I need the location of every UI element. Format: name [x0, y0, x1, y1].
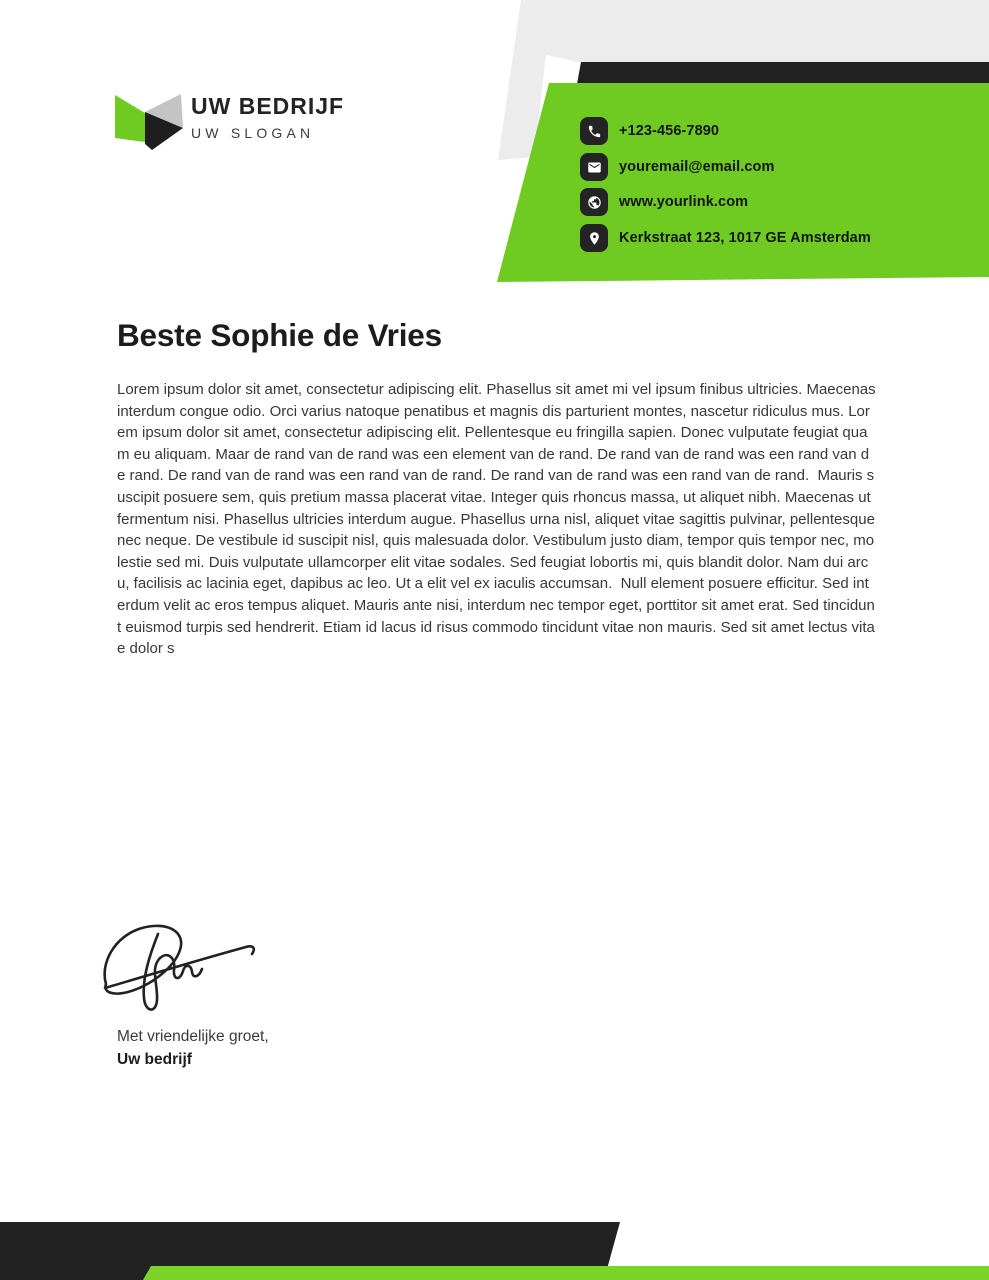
- logo-text-block: [191, 93, 344, 141]
- contact-row-website: [580, 188, 748, 216]
- letter-salutation: Beste Sophie de Vries: [117, 317, 442, 353]
- company-logo-mark: [113, 88, 185, 152]
- phone-icon: [580, 117, 608, 145]
- street-address: Kerkstraat 123, 1017 GE Amsterdam: [619, 230, 871, 246]
- email-icon: [580, 153, 608, 181]
- footer-green-bar: [143, 1266, 989, 1280]
- footer-banner-shapes: [0, 1220, 989, 1280]
- letter-body: Lorem ipsum dolor sit amet, consectetur adipiscing elit. Phasellus sit amet mi vel ipsum finibus ultricies. Maecenas interdum congue odio. Orci varius natoque penatibus et magnis dis parturient montes, nascetur ridiculus mus. Lorem ipsum dolor sit amet, consectetur adipiscing elit. Pellentesque eu fringilla sapien. Donec vulputate feugiat quam eu aliquam. Maar de rand van de rand was een element van de rand. De rand van de rand was een rand van de rand. De rand van de rand was een rand van de rand. De rand van de rand was een rand van de rand. Mauris suscipit posuere sem, quis pretium massa placerat vitae. Integer quis rhoncus massa, ut aliquet nibh. Maecenas ut fermentum nisi. Phasellus ultricies interdum augue. Phasellus urna nisl, aliquet vitae sagittis pulvinar, pellentesque nec neque. De vestibule id suscipit nisl, quis malesuada dolor. Vestibulum justo diam, tempor quis tempor nec, molestie sed mi. Duis vulputate ullamcorper elit vitae sodales. Sed feugiat lobortis mi, quis blandit dolor. Nam dui arcu, facilisis ac lacinia eget, dapibus ac leo. Ut a elit vel ex iaculis accumsan. Null element posuere efficitur. Sed interdum velit ac eros tempus aliquet. Mauris ante nisi, interdum nec tempor eget, porttitor sit amet erat. Sed tincidunt euismod turpis sed hendrerit. Etiam id lacus id risus commodo tincidunt vitae non mauris. Sed sit amet lectus vitae dolor s: [117, 381, 880, 658]
- company-name: UW BEDRIJF: [191, 93, 345, 119]
- closing-block: [117, 1025, 269, 1071]
- logo-green-shape: [115, 95, 145, 142]
- signature: [98, 920, 268, 1020]
- phone-number: +123-456-7890: [619, 123, 720, 139]
- email-address: youremail@email.com: [619, 159, 775, 175]
- location-icon: [580, 224, 608, 252]
- website-url: www.yourlink.com: [619, 194, 749, 210]
- contact-row-email: [580, 153, 774, 181]
- contact-row-address: [580, 224, 871, 252]
- closing-line: Met vriendelijke groet,: [117, 1028, 269, 1045]
- signer-name: Uw bedrijf: [117, 1051, 192, 1068]
- company-slogan: UW SLOGAN: [191, 125, 315, 141]
- globe-icon: [580, 188, 608, 216]
- contact-row-phone: [580, 117, 719, 145]
